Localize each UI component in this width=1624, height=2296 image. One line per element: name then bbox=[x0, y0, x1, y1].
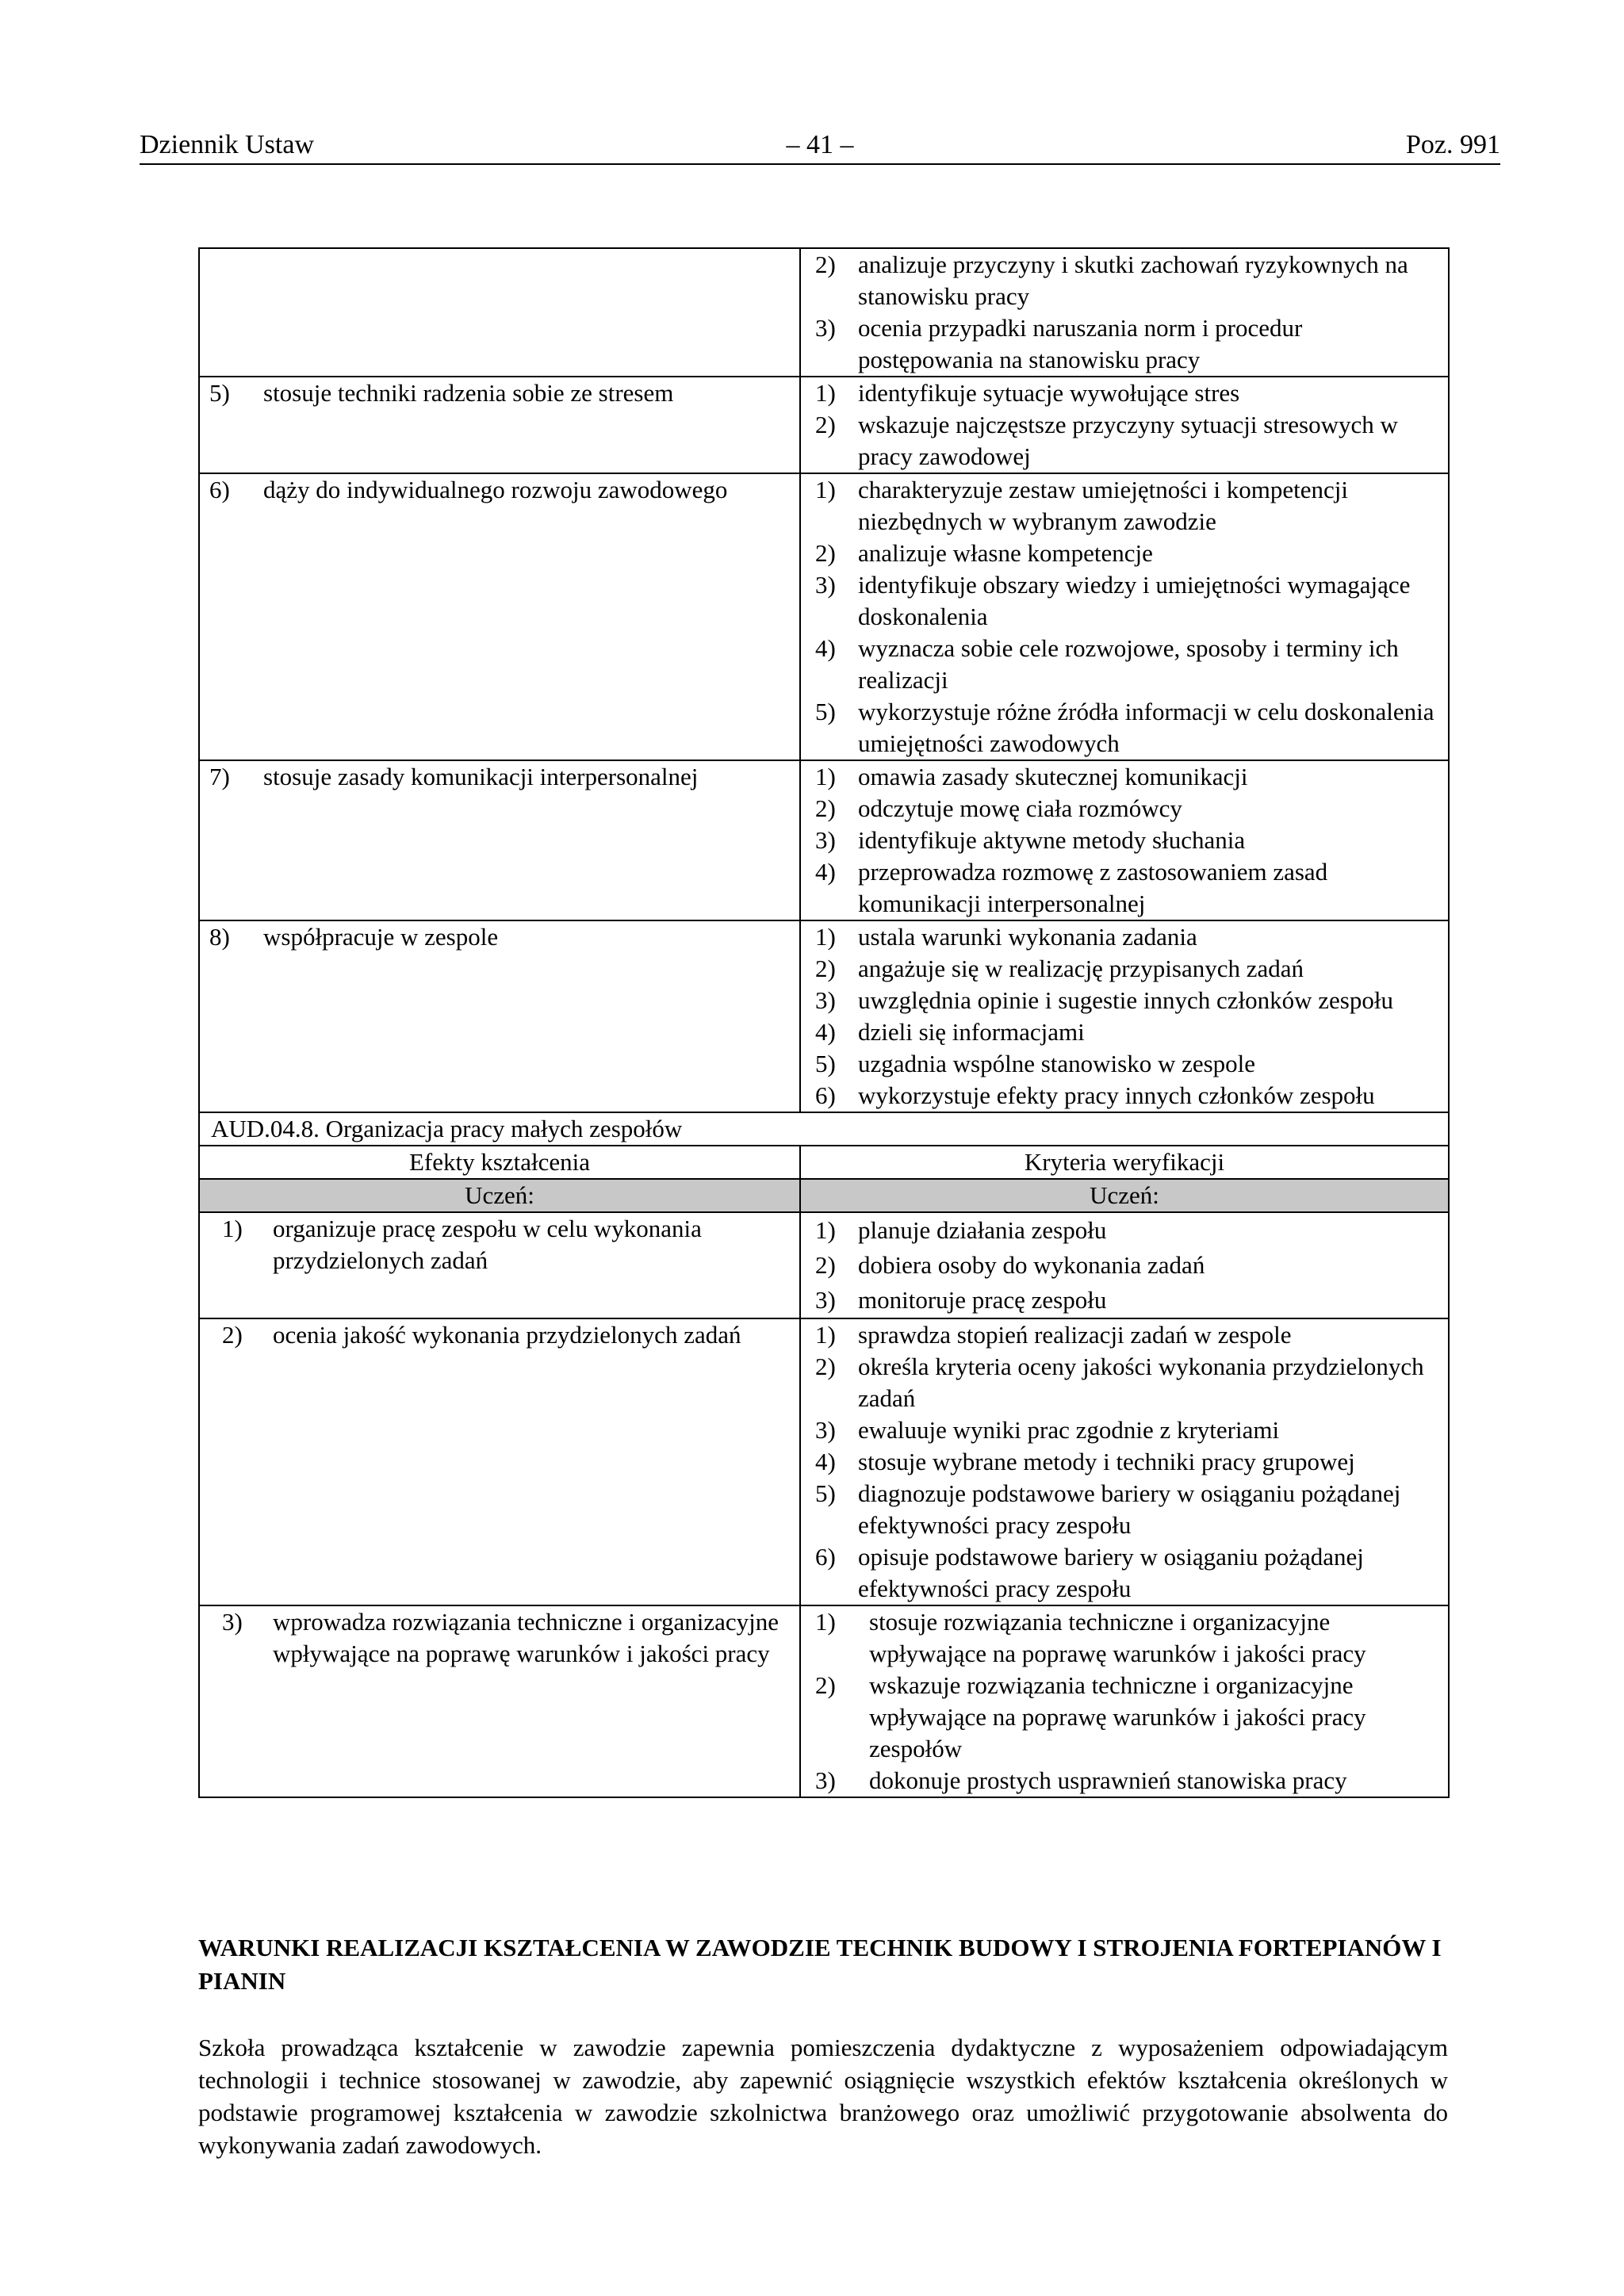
list-item: 7) stosuje zasady komunikacji interpersonalnej bbox=[209, 763, 699, 790]
student-label: Uczeń: bbox=[199, 1179, 800, 1212]
conditions-heading: WARUNKI REALIZACJI KSZTAŁCENIA W ZAWODZIE TECHNIK BUDOWY I STROJENIA FORTEPIANÓW I PIANIN bbox=[198, 1934, 1442, 1995]
list-item: 2) analizuje przyczyny i skutki zachowań ryzykownych na stanowisku pracy bbox=[815, 251, 1408, 310]
effect-cell bbox=[199, 1212, 800, 1318]
list-item: 2) wskazuje rozwiązania techniczne i organizacyjne wpływające na poprawę warunków i jakości pracy zespołów bbox=[815, 1671, 1366, 1762]
list-item: 2) określa kryteria oceny jakości wykonania przydzielonych zadań bbox=[815, 1353, 1424, 1412]
list-item: 3) uwzględnia opinie i sugestie innych członków zespołu bbox=[815, 986, 1393, 1014]
list-item: 3) wprowadza rozwiązania techniczne i organizacyjne wpływające na poprawę warunków i jakości pracy bbox=[222, 1608, 779, 1667]
effect-cell bbox=[199, 1605, 800, 1797]
list-item: 5) wykorzystuje różne źródła informacji w celu doskonalenia umiejętności zawodowych bbox=[815, 698, 1434, 757]
section-title-row bbox=[199, 1112, 1449, 1146]
list-item: 1) charakteryzuje zestaw umiejętności i kompetencji niezbędnych w wybranym zawodzie bbox=[815, 476, 1349, 535]
list-item: 4) przeprowadza rozmowę z zastosowaniem zasad komunikacji interpersonalnej bbox=[815, 858, 1328, 917]
journal-name: Dziennik Ustaw bbox=[140, 130, 315, 159]
effect-cell bbox=[199, 248, 800, 377]
table-row bbox=[199, 760, 1449, 920]
list-item: 3) ocenia przypadki naruszania norm i procedur postępowania na stanowisku pracy bbox=[815, 314, 1303, 373]
list-item: 3) dokonuje prostych usprawnień stanowiska pracy bbox=[815, 1766, 1347, 1794]
table-row bbox=[199, 248, 1449, 377]
list-item: 5) stosuje techniki radzenia sobie ze stresem bbox=[209, 379, 674, 407]
student-label: Uczeń: bbox=[800, 1179, 1449, 1212]
criteria-cell bbox=[800, 1212, 1449, 1318]
effect-cell bbox=[199, 473, 800, 760]
list-item: 1) organizuje pracę zespołu w celu wykonania przydzielonych zadań bbox=[222, 1215, 702, 1274]
column-header-row bbox=[199, 1146, 1449, 1179]
criteria-cell bbox=[800, 760, 1449, 920]
criteria-cell bbox=[800, 377, 1449, 473]
list-item: 2) wskazuje najczęstsze przyczyny sytuacji stresowych w pracy zawodowej bbox=[815, 411, 1398, 470]
list-item: 8) współpracuje w zespole bbox=[209, 923, 499, 951]
table-row bbox=[199, 1605, 1449, 1797]
list-item: 4) wyznacza sobie cele rozwojowe, sposoby i terminy ich realizacji bbox=[815, 634, 1399, 694]
list-item: 3) identyfikuje aktywne metody słuchania bbox=[815, 826, 1246, 854]
list-item: 4) stosuje wybrane metody i techniki pracy grupowej bbox=[815, 1448, 1355, 1475]
list-item: 1) planuje działania zespołu bbox=[815, 1216, 1107, 1244]
list-item: 1) stosuje rozwiązania techniczne i organizacyjne wpływające na poprawę warunków i jakości pracy bbox=[815, 1608, 1366, 1667]
conditions-section bbox=[198, 1931, 1448, 2161]
list-item: 1) sprawdza stopień realizacji zadań w zespole bbox=[815, 1321, 1292, 1349]
conditions-paragraph: Szkoła prowadząca kształcenie w zawodzie zapewnia pomieszczenia dydaktyczne z wyposażeniem odpowiadającym technologii i technice stosowanej w zawodzie, aby zapewnić osiągnięcie wszystkich efektów kształcenia określonych w podstawie programowej kształcenia w zawodzie szkolnictwa branżowego oraz umożliwić przygotowanie absolwenta do wykonywania zadań zawodowych. bbox=[198, 2034, 1448, 2159]
criteria-cell bbox=[800, 1318, 1449, 1605]
list-item: 4) dzieli się informacjami bbox=[815, 1018, 1085, 1046]
list-item: 3) identyfikuje obszary wiedzy i umiejętności wymagające doskonalenia bbox=[815, 571, 1411, 630]
curriculum-table bbox=[198, 247, 1450, 1798]
column-header-criteria: Kryteria weryfikacji bbox=[800, 1146, 1449, 1179]
list-item: 2) analizuje własne kompetencje bbox=[815, 539, 1153, 567]
list-item: 1) omawia zasady skutecznej komunikacji bbox=[815, 763, 1248, 790]
effect-cell bbox=[199, 760, 800, 920]
list-item: 3) monitoruje pracę zespołu bbox=[815, 1286, 1107, 1314]
list-item: 6) opisuje podstawowe bariery w osiąganiu pożądanej efektywności pracy zespołu bbox=[815, 1543, 1364, 1602]
criteria-cell bbox=[800, 920, 1449, 1112]
list-item: 6) dąży do indywidualnego rozwoju zawodowego bbox=[209, 476, 728, 503]
position-number: Poz. 991 bbox=[1406, 130, 1500, 159]
page-number: – 41 – bbox=[786, 130, 854, 159]
criteria-cell bbox=[800, 248, 1449, 377]
list-item: 5) diagnozuje podstawowe bariery w osiąganiu pożądanej efektywności pracy zespołu bbox=[815, 1479, 1401, 1539]
list-item: 2) odczytuje mowę ciała rozmówcy bbox=[815, 794, 1182, 822]
list-item: 3) ewaluuje wyniki prac zgodnie z kryteriami bbox=[815, 1416, 1280, 1444]
list-item: 2) ocenia jakość wykonania przydzielonych zadań bbox=[222, 1321, 741, 1349]
column-header-effects: Efekty kształcenia bbox=[199, 1146, 800, 1179]
table-row bbox=[199, 473, 1449, 760]
criteria-cell bbox=[800, 1605, 1449, 1797]
table-row bbox=[199, 377, 1449, 473]
page-header bbox=[140, 125, 1500, 165]
list-item: 2) angażuje się w realizację przypisanych zadań bbox=[815, 955, 1304, 982]
list-item: 5) uzgadnia wspólne stanowisko w zespole bbox=[815, 1050, 1256, 1077]
list-item: 2) dobiera osoby do wykonania zadań bbox=[815, 1251, 1205, 1279]
effect-cell bbox=[199, 1318, 800, 1605]
effect-cell bbox=[199, 920, 800, 1112]
list-item: 1) identyfikuje sytuacje wywołujące stres bbox=[815, 379, 1240, 407]
list-item: 1) ustala warunki wykonania zadania bbox=[815, 923, 1197, 951]
effect-cell bbox=[199, 377, 800, 473]
table-row bbox=[199, 920, 1449, 1112]
list-item: 6) wykorzystuje efekty pracy innych członków zespołu bbox=[815, 1081, 1375, 1109]
student-header-row bbox=[199, 1179, 1449, 1212]
criteria-cell bbox=[800, 473, 1449, 760]
table-row bbox=[199, 1212, 1449, 1318]
table-row bbox=[199, 1318, 1449, 1605]
section-title: AUD.04.8. Organizacja pracy małych zespołów bbox=[199, 1112, 1449, 1146]
